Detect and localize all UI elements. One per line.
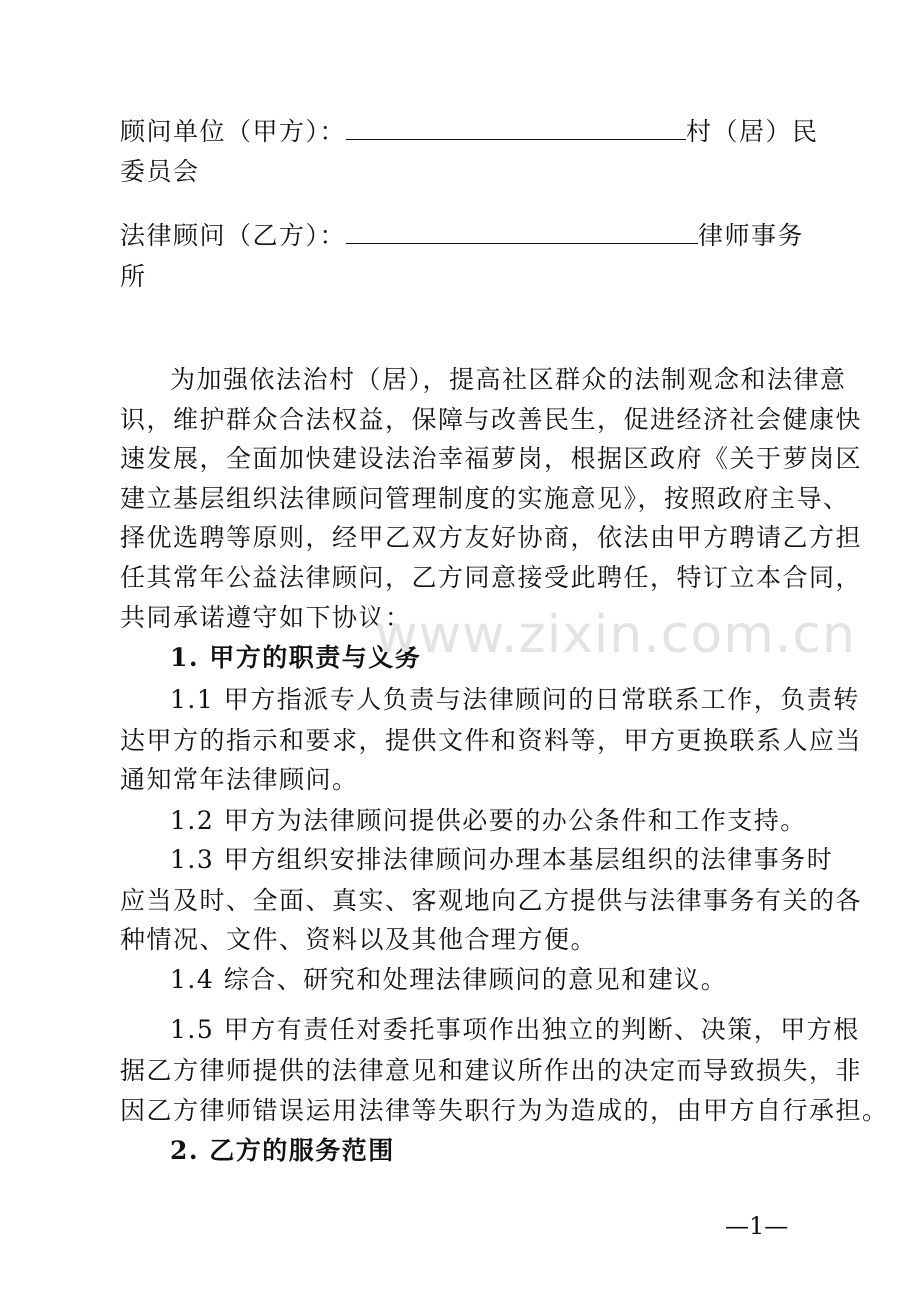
preamble-line: 识，维护群众合法权益，保障与改善民生，促进经济社会健康快: [120, 405, 863, 434]
section-2-heading: 2. 乙方的服务范围: [170, 1136, 395, 1165]
page-number: —1—: [725, 1212, 789, 1240]
clause-1-1-line: 1.1 甲方指派专人负责与法律顾问的日常联系工作，负责转: [170, 685, 860, 714]
party-a-wrap: 委员会: [120, 157, 200, 186]
preamble-line: 建立基层组织法律顾问管理制度的实施意见》，按照政府主导、: [120, 484, 850, 513]
section-1-heading: 1. 甲方的职责与义务: [170, 643, 422, 672]
party-b-line: [120, 221, 810, 251]
party-a-blank: [346, 117, 686, 140]
preamble-line: 速发展，全面加快建设法治幸福萝岗，根据区政府《关于萝岗区: [120, 444, 863, 473]
clause-1-5-line: 1.5 甲方有责任对委托事项作出独立的判断、决策，甲方根: [170, 1015, 860, 1044]
clause-1-5-line: 因乙方律师错误运用法律等失职行为为造成的，由甲方自行承担。: [120, 1096, 889, 1125]
party-a-label: 顾问单位（甲方）：: [120, 117, 347, 146]
preamble-line: 择优选聘等原则，经甲乙双方友好协商，依法由甲方聘请乙方担: [120, 523, 863, 552]
clause-1-1-line: 通知常年法律顾问。: [120, 765, 359, 794]
preamble-line: 为加强依法治村（居），提高社区群众的法制观念和法律意: [170, 365, 847, 394]
party-a-line: [120, 117, 819, 147]
party-a-suffix: 村（居）民: [686, 117, 819, 146]
party-b-label: 法律顾问（乙方）：: [120, 221, 347, 250]
preamble-line: 共同承诺遵守如下协议：: [120, 603, 412, 632]
clause-1-4: 1.4 综合、研究和处理法律顾问的意见和建议。: [170, 965, 728, 994]
clause-1-2: 1.2 甲方为法律顾问提供必要的办公条件和工作支持。: [170, 806, 807, 835]
clause-1-5-line: 据乙方律师提供的法律意见和建议所作出的决定而导致损失，非: [120, 1056, 863, 1085]
clause-1-3-line: 种情况、文件、资料以及其他合理方便。: [120, 925, 598, 954]
party-b-blank: [346, 221, 698, 244]
clause-1-1-line: 达甲方的指示和要求，提供文件和资料等，甲方更换联系人应当: [120, 726, 863, 755]
preamble-line: 任其常年公益法律顾问，乙方同意接受此聘任，特订立本合同，: [120, 563, 863, 592]
clause-1-3-line: 应当及时、全面、真实、客观地向乙方提供与法律事务有关的各: [120, 886, 863, 915]
party-b-suffix: 律师事务: [698, 221, 805, 250]
party-b-wrap: 所: [120, 262, 147, 291]
watermark: www.zixin.com.cn: [375, 605, 856, 665]
clause-1-3-line: 1.3 甲方组织安排法律顾问办理本基层组织的法律事务时: [170, 845, 834, 874]
